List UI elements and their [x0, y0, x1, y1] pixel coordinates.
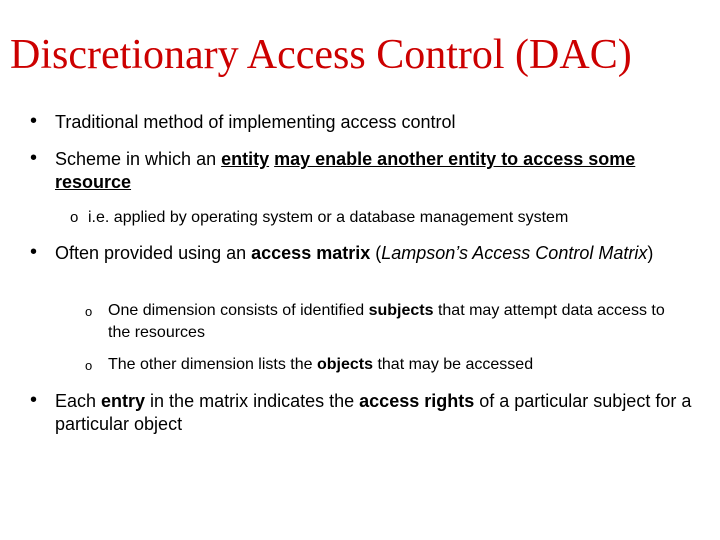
- bullet-marker: •: [30, 389, 38, 411]
- bullet-text-mid: in the matrix indicates the: [145, 391, 360, 411]
- sub-bullet-marker: o: [85, 358, 93, 373]
- italic-term-lampson: Lampson’s Access Control Matrix: [381, 243, 648, 263]
- sub-bullet-text: i.e. applied by operating system or a database management system: [88, 209, 569, 226]
- bold-term-access-rights: access rights: [359, 391, 475, 411]
- underlined-phrase: may enable another entity to access some resource: [55, 149, 636, 192]
- bullet-traditional-method: [30, 110, 710, 134]
- sub-bullet-ie-applied: [70, 207, 698, 228]
- bullet-text-prefix: Scheme in which an: [55, 149, 222, 169]
- bullet-entry-access-rights: [30, 389, 710, 436]
- sub-bullet-text-prefix: The other dimension lists the: [108, 356, 317, 373]
- bold-term-objects: objects: [317, 356, 374, 373]
- bold-term-entry: entry: [101, 391, 146, 411]
- bullet-text-paren-open: (: [370, 243, 382, 263]
- bullet-scheme: [30, 147, 710, 194]
- sub-bullet-text-suffix: that may be accessed: [373, 356, 534, 373]
- bullet-marker: •: [30, 110, 38, 132]
- sub-bullet-text-prefix: One dimension consists of identified: [108, 302, 369, 319]
- sub-bullet-text-suffix: that may attempt data access to the resources: [108, 302, 665, 341]
- bullet-text-prefix: Often provided using an: [55, 243, 252, 263]
- bullet-text-prefix: Each: [55, 391, 102, 411]
- sub-bullet-marker: o: [85, 304, 93, 319]
- slide-title: Discretionary Access Control (DAC): [10, 32, 632, 78]
- bullet-text-paren-close: ): [647, 243, 654, 263]
- sub-bullet-subjects: [85, 300, 688, 344]
- sub-bullet-objects: [85, 354, 688, 376]
- bold-term-access-matrix: access matrix: [251, 243, 371, 263]
- underlined-term-entity: entity: [221, 149, 270, 169]
- bullet-text: Traditional method of implementing access control: [55, 112, 456, 132]
- sub-bullet-marker: o: [70, 209, 79, 226]
- bullet-text-suffix: of a particular subject for a particular object: [55, 391, 692, 434]
- bullet-access-matrix: [30, 241, 710, 265]
- bullet-marker: •: [30, 241, 38, 263]
- bullet-marker: •: [30, 147, 38, 169]
- bold-term-subjects: subjects: [368, 302, 434, 319]
